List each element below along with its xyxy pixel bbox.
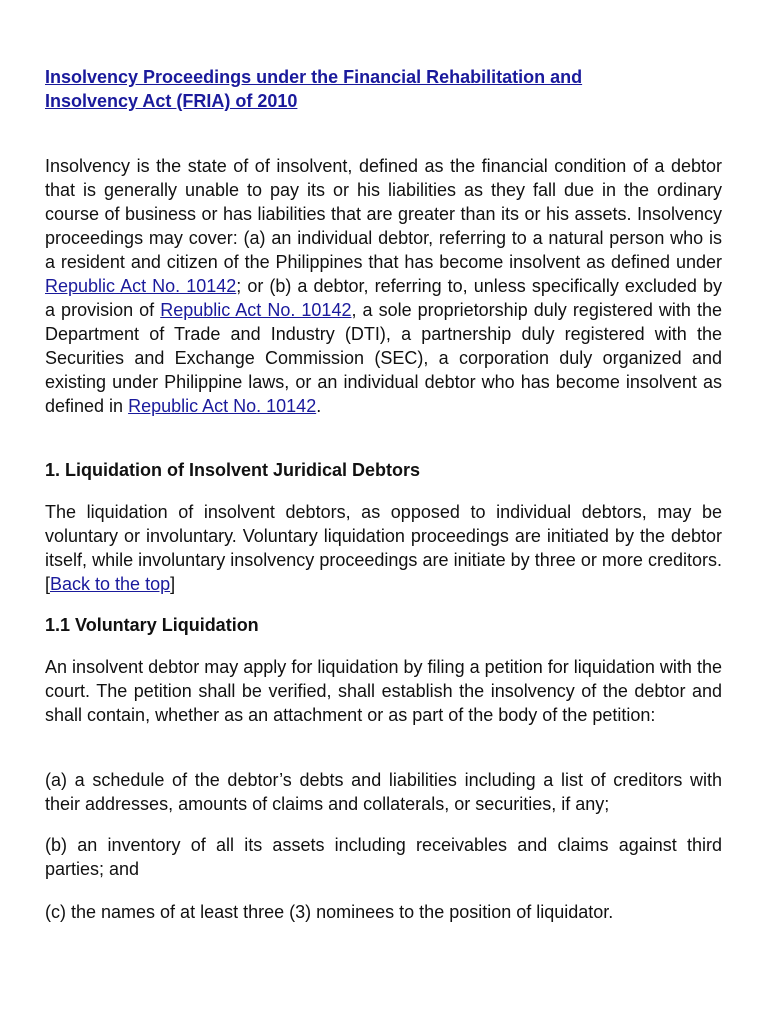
intro-text-3: , a sole proprietorship duly registered with the Department of Trade and Industry (DTI), a partnership duly registered with the Securities and Exchange Commission (SEC), a corporation duly organized and existing under Philippine laws, or an individual debtor who has become insolvent as defined in [45,300,722,416]
republic-act-link-3[interactable]: Republic Act No. 10142 [128,396,317,416]
section-1-1-heading: 1.1 Voluntary Liquidation [45,615,259,635]
title-line-2: Insolvency Act (FRIA) of 2010 [45,91,298,111]
title-link[interactable] [45,67,582,111]
republic-act-link-2[interactable]: Republic Act No. 10142 [160,300,352,320]
republic-act-link-1[interactable]: Republic Act No. 10142 [45,276,237,296]
intro-text-2: ; or (b) a debtor, referring to, unless specifically excluded by a provision of [45,276,723,320]
list-item-c: (c) the names of at least three (3) nominees to the position of liquidator. [45,902,614,922]
list-item-a: (a) a schedule of the debtor’s debts and liabilities including a list of creditors with their addresses, amounts of claims and collaterals, or securities, if any; [45,770,722,814]
section-1-text: The liquidation of insolvent debtors, as opposed to individual debtors, may be voluntary or involuntary. Voluntary liquidation proceedings are initiated by the debtor itself, while involuntary insolvency proceedings are initiate by three or more creditors. [ [45,502,722,594]
section-1-text-end: ] [170,574,176,594]
intro-text-1: Insolvency is the state of of insolvent, defined as the financial condition of a debtor that is generally unable to pay its or his liabilities as they fall due in the ordinary course of business or has liabilities that are greater than its or his assets. Insolvency proceedings may cover: (a) an individual debtor, referring to a natural person who is a resident and citizen of the Philippines that has become insolvent as defined under [45,156,722,272]
intro-text-4: . [316,396,322,416]
title-line-1: Insolvency Proceedings under the Financial Rehabilitation and [45,67,583,87]
section-1-1-paragraph: An insolvent debtor may apply for liquidation by filing a petition for liquidation with the court. The petition shall be verified, shall establish the insolvency of the debtor and shall contain, whether as an attachment or as part of the body of the petition: [45,657,722,725]
section-1-paragraph [45,500,722,596]
back-to-top-link[interactable]: Back to the top [50,574,171,594]
intro-paragraph [45,154,722,418]
section-1-heading: 1. Liquidation of Insolvent Juridical Debtors [45,460,421,480]
document-title [45,65,722,113]
list-item-b: (b) an inventory of all its assets including receivables and claims against third parties; and [45,835,722,879]
